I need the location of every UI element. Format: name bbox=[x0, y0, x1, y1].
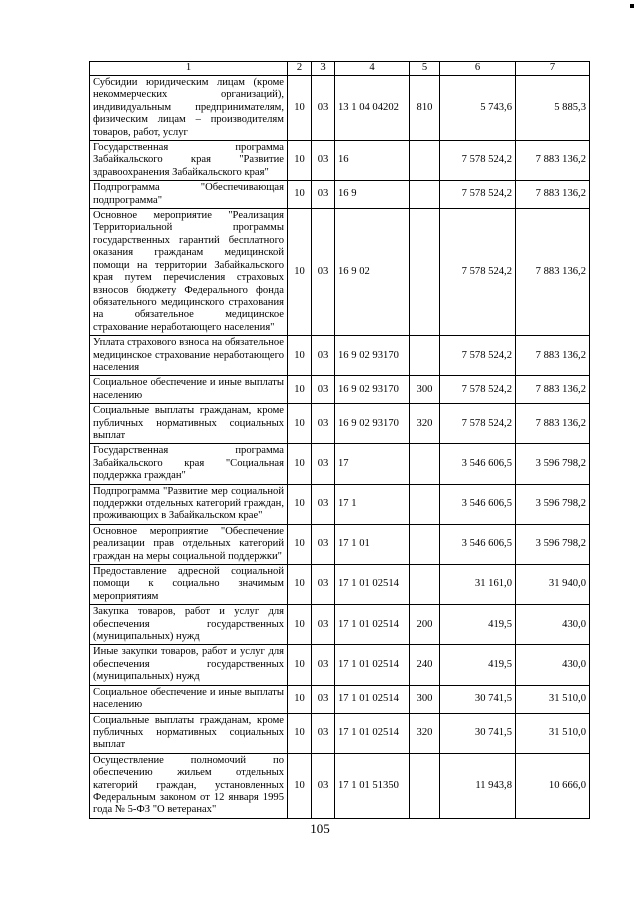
row-subsection: 03 bbox=[312, 209, 335, 336]
table-body bbox=[90, 76, 590, 819]
row-expense-type bbox=[410, 565, 440, 605]
row-name: Основное мероприятие "Реализация Территориальной программы государственных гарантий бесплатного оказания гражданам медицинской помощи на территории Забайкальского края путем перечисления страховых взносов бюджету Федерального фонда обязательного медицинского страхования на обязательное медицинское страхование неработающего населения" bbox=[90, 209, 288, 336]
row-amount-year-2: 7 883 136,2 bbox=[516, 141, 590, 181]
row-expense-type: 200 bbox=[410, 605, 440, 645]
row-amount-year-2: 31 510,0 bbox=[516, 685, 590, 713]
row-amount-year-2: 31 940,0 bbox=[516, 565, 590, 605]
row-expense-type: 300 bbox=[410, 376, 440, 404]
row-amount-year-1: 419,5 bbox=[440, 605, 516, 645]
row-name: Социальные выплаты гражданам, кроме публичных нормативных социальных выплат bbox=[90, 713, 288, 753]
row-section: 10 bbox=[288, 209, 312, 336]
row-amount-year-1: 11 943,8 bbox=[440, 753, 516, 818]
table-row bbox=[90, 376, 590, 404]
row-target-code: 16 9 bbox=[335, 181, 410, 209]
table-row bbox=[90, 753, 590, 818]
row-name: Уплата страхового взноса на обязательное медицинское страхование неработающего населения bbox=[90, 336, 288, 376]
row-section: 10 bbox=[288, 753, 312, 818]
row-subsection: 03 bbox=[312, 336, 335, 376]
row-expense-type: 320 bbox=[410, 713, 440, 753]
row-amount-year-1: 7 578 524,2 bbox=[440, 209, 516, 336]
table-row bbox=[90, 181, 590, 209]
row-name: Закупка товаров, работ и услуг для обеспечения государственных (муниципальных) нужд bbox=[90, 605, 288, 645]
row-subsection: 03 bbox=[312, 713, 335, 753]
table-row bbox=[90, 565, 590, 605]
row-amount-year-2: 430,0 bbox=[516, 605, 590, 645]
row-amount-year-2: 7 883 136,2 bbox=[516, 336, 590, 376]
row-amount-year-2: 3 596 798,2 bbox=[516, 524, 590, 564]
row-amount-year-1: 419,5 bbox=[440, 645, 516, 685]
row-expense-type bbox=[410, 484, 440, 524]
row-expense-type: 240 bbox=[410, 645, 440, 685]
row-subsection: 03 bbox=[312, 376, 335, 404]
row-expense-type bbox=[410, 444, 440, 484]
row-name: Субсидии юридическим лицам (кроме некоммерческих организаций), индивидуальным предпринимателям, физическим лицам – производителям товаров, работ, услуг bbox=[90, 76, 288, 141]
row-subsection: 03 bbox=[312, 181, 335, 209]
table-row bbox=[90, 76, 590, 141]
row-expense-type bbox=[410, 141, 440, 181]
row-expense-type bbox=[410, 336, 440, 376]
row-subsection: 03 bbox=[312, 645, 335, 685]
row-target-code: 16 9 02 93170 bbox=[335, 376, 410, 404]
row-expense-type bbox=[410, 524, 440, 564]
row-expense-type bbox=[410, 209, 440, 336]
row-section: 10 bbox=[288, 713, 312, 753]
row-section: 10 bbox=[288, 376, 312, 404]
row-name: Социальное обеспечение и иные выплаты населению bbox=[90, 376, 288, 404]
row-amount-year-1: 7 578 524,2 bbox=[440, 336, 516, 376]
row-subsection: 03 bbox=[312, 565, 335, 605]
row-amount-year-2: 7 883 136,2 bbox=[516, 181, 590, 209]
row-target-code: 17 1 01 02514 bbox=[335, 645, 410, 685]
row-section: 10 bbox=[288, 336, 312, 376]
row-subsection: 03 bbox=[312, 141, 335, 181]
row-amount-year-2: 10 666,0 bbox=[516, 753, 590, 818]
row-target-code: 17 1 01 02514 bbox=[335, 713, 410, 753]
table-row bbox=[90, 444, 590, 484]
header-col-2: 2 bbox=[288, 62, 312, 76]
row-amount-year-2: 7 883 136,2 bbox=[516, 209, 590, 336]
row-name: Предоставление адресной социальной помощи к социально значимым мероприятиям bbox=[90, 565, 288, 605]
row-amount-year-2: 430,0 bbox=[516, 645, 590, 685]
row-subsection: 03 bbox=[312, 404, 335, 444]
row-target-code: 17 1 01 51350 bbox=[335, 753, 410, 818]
header-col-7: 7 bbox=[516, 62, 590, 76]
budget-table bbox=[89, 61, 590, 819]
row-name: Подпрограмма "Развитие мер социальной поддержки отдельных категорий граждан, проживающих в Забайкальском крае" bbox=[90, 484, 288, 524]
row-section: 10 bbox=[288, 484, 312, 524]
row-name: Подпрограмма "Обеспечивающая подпрограмма" bbox=[90, 181, 288, 209]
row-subsection: 03 bbox=[312, 753, 335, 818]
row-section: 10 bbox=[288, 141, 312, 181]
row-subsection: 03 bbox=[312, 444, 335, 484]
row-amount-year-2: 3 596 798,2 bbox=[516, 484, 590, 524]
row-target-code: 17 1 01 02514 bbox=[335, 605, 410, 645]
row-amount-year-1: 30 741,5 bbox=[440, 713, 516, 753]
row-target-code: 16 9 02 bbox=[335, 209, 410, 336]
row-amount-year-1: 30 741,5 bbox=[440, 685, 516, 713]
row-section: 10 bbox=[288, 76, 312, 141]
row-expense-type: 300 bbox=[410, 685, 440, 713]
row-amount-year-2: 7 883 136,2 bbox=[516, 376, 590, 404]
header-col-6: 6 bbox=[440, 62, 516, 76]
row-section: 10 bbox=[288, 605, 312, 645]
table-row bbox=[90, 524, 590, 564]
row-target-code: 16 9 02 93170 bbox=[335, 404, 410, 444]
table-row bbox=[90, 336, 590, 376]
row-name: Государственная программа Забайкальского края "Развитие здравоохранения Забайкальского края" bbox=[90, 141, 288, 181]
row-section: 10 bbox=[288, 524, 312, 564]
table-row bbox=[90, 141, 590, 181]
row-name: Осуществление полномочий по обеспечению жильем отдельных категорий граждан, установленных Федеральным законом от 12 января 1995 года № 5-ФЗ "О ветеранах" bbox=[90, 753, 288, 818]
table-row bbox=[90, 605, 590, 645]
header-col-4: 4 bbox=[335, 62, 410, 76]
page-number: 105 bbox=[310, 821, 330, 836]
row-section: 10 bbox=[288, 645, 312, 685]
table-row bbox=[90, 645, 590, 685]
row-amount-year-1: 7 578 524,2 bbox=[440, 376, 516, 404]
row-amount-year-1: 3 546 606,5 bbox=[440, 444, 516, 484]
row-section: 10 bbox=[288, 565, 312, 605]
row-target-code: 16 bbox=[335, 141, 410, 181]
row-subsection: 03 bbox=[312, 76, 335, 141]
row-section: 10 bbox=[288, 181, 312, 209]
row-amount-year-1: 5 743,6 bbox=[440, 76, 516, 141]
row-name: Иные закупки товаров, работ и услуг для обеспечения государственных (муниципальных) нужд bbox=[90, 645, 288, 685]
row-amount-year-1: 7 578 524,2 bbox=[440, 404, 516, 444]
row-amount-year-2: 3 596 798,2 bbox=[516, 444, 590, 484]
row-expense-type bbox=[410, 753, 440, 818]
row-section: 10 bbox=[288, 444, 312, 484]
row-target-code: 17 1 bbox=[335, 484, 410, 524]
table-row bbox=[90, 685, 590, 713]
header-row bbox=[90, 62, 590, 76]
row-target-code: 17 bbox=[335, 444, 410, 484]
table-row bbox=[90, 713, 590, 753]
row-amount-year-1: 3 546 606,5 bbox=[440, 484, 516, 524]
row-expense-type bbox=[410, 181, 440, 209]
row-amount-year-1: 7 578 524,2 bbox=[440, 181, 516, 209]
row-target-code: 17 1 01 bbox=[335, 524, 410, 564]
table-row bbox=[90, 209, 590, 336]
row-subsection: 03 bbox=[312, 685, 335, 713]
row-subsection: 03 bbox=[312, 484, 335, 524]
row-amount-year-2: 31 510,0 bbox=[516, 713, 590, 753]
header-col-1: 1 bbox=[90, 62, 288, 76]
row-name: Основное мероприятие "Обеспечение реализации прав отдельных категорий граждан на меры социальной поддержки" bbox=[90, 524, 288, 564]
table-row bbox=[90, 484, 590, 524]
row-target-code: 17 1 01 02514 bbox=[335, 565, 410, 605]
row-target-code: 13 1 04 04202 bbox=[335, 76, 410, 141]
row-name: Государственная программа Забайкальского края "Социальная поддержка граждан" bbox=[90, 444, 288, 484]
row-section: 10 bbox=[288, 685, 312, 713]
row-expense-type: 810 bbox=[410, 76, 440, 141]
row-amount-year-1: 7 578 524,2 bbox=[440, 141, 516, 181]
row-target-code: 16 9 02 93170 bbox=[335, 336, 410, 376]
row-subsection: 03 bbox=[312, 605, 335, 645]
scan-corner-mark bbox=[630, 4, 634, 8]
row-amount-year-1: 3 546 606,5 bbox=[440, 524, 516, 564]
row-target-code: 17 1 01 02514 bbox=[335, 685, 410, 713]
row-amount-year-2: 5 885,3 bbox=[516, 76, 590, 141]
row-expense-type: 320 bbox=[410, 404, 440, 444]
header-col-5: 5 bbox=[410, 62, 440, 76]
row-name: Социальное обеспечение и иные выплаты населению bbox=[90, 685, 288, 713]
row-amount-year-1: 31 161,0 bbox=[440, 565, 516, 605]
row-section: 10 bbox=[288, 404, 312, 444]
row-name: Социальные выплаты гражданам, кроме публичных нормативных социальных выплат bbox=[90, 404, 288, 444]
row-amount-year-2: 7 883 136,2 bbox=[516, 404, 590, 444]
header-col-3: 3 bbox=[312, 62, 335, 76]
table-row bbox=[90, 404, 590, 444]
row-subsection: 03 bbox=[312, 524, 335, 564]
